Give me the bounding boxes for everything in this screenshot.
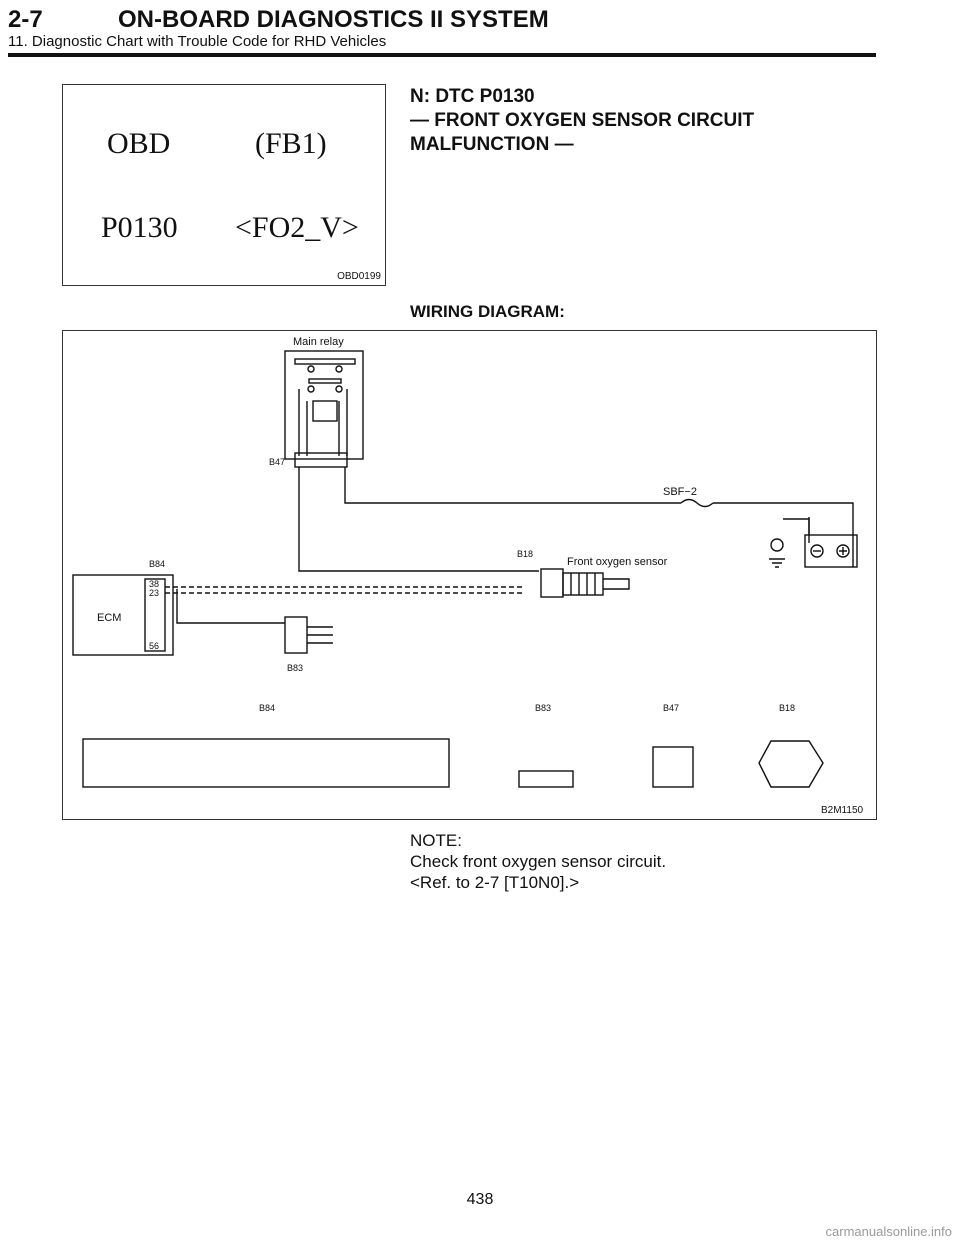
section-title: ON-BOARD DIAGNOSTICS II SYSTEM [118, 6, 549, 33]
page-number: 438 [466, 1191, 494, 1208]
obd-code-figure [62, 84, 386, 286]
note-ref-link[interactable]: <Ref. to 2-7 [T10N0].> [410, 873, 580, 892]
note-line1: Check front oxygen sensor circuit. [410, 852, 667, 871]
b47-view-tag: B47 [663, 703, 680, 713]
b83-connector-view [519, 771, 573, 787]
header-rule [8, 53, 876, 57]
obd-figure-id: OBD0199 [337, 271, 381, 282]
shielded-lines [165, 587, 523, 593]
b83-view-tag: B83 [535, 703, 552, 713]
b47-tag: B47 [269, 457, 286, 467]
b47-connector-view [653, 747, 693, 787]
wire-relay-to-fuse [345, 467, 853, 567]
ecm-pin-23: 23 [149, 588, 160, 598]
main-relay-box [285, 351, 363, 459]
o2-sensor-tip [603, 579, 629, 589]
b84-view-tag: B84 [259, 703, 276, 713]
wiring-figure-id: B2M1150 [821, 805, 864, 816]
b18-view-tag: B18 [779, 703, 796, 713]
b83-connector [285, 617, 307, 653]
ecm-connector-view [83, 739, 449, 787]
fb1-label: (FB1) [255, 127, 327, 160]
b18-tag: B18 [517, 549, 534, 559]
dtc-title [410, 85, 754, 157]
sbf-fuse-symbol [681, 500, 713, 507]
wiring-diagram [62, 330, 877, 820]
relay-contact-mid [309, 379, 341, 383]
wiring-diagram-svg [63, 331, 875, 818]
ecm-label: ECM [97, 612, 122, 624]
ground-e-symbol [771, 539, 783, 551]
front-o2-label: Front oxygen sensor [567, 556, 668, 568]
wiring-diagram-heading: WIRING DIAGRAM: [410, 302, 565, 321]
wire-ecm-to-b83 [177, 589, 285, 623]
wire-relay-to-sensor [299, 467, 539, 571]
dtc-title-line2: — FRONT OXYGEN SENSOR CIRCUIT [410, 110, 755, 131]
section-number: 2-7 [8, 6, 43, 33]
dtc-title-line3: MALFUNCTION — [410, 134, 574, 155]
b83-tag: B83 [287, 663, 304, 673]
fo2v-label: <FO2_V> [235, 211, 359, 244]
dtc-title-line1: N: DTC P0130 [410, 86, 535, 107]
obd-label: OBD [107, 127, 171, 160]
watermark: carmanualsonline.info [825, 1224, 952, 1239]
relay-coil [313, 401, 337, 421]
o2-sensor-body [563, 573, 603, 595]
section-subtitle: 11. Diagnostic Chart with Trouble Code for RHD Vehicles [8, 33, 387, 50]
b84-tag: B84 [149, 559, 166, 569]
b18-connector [541, 569, 563, 597]
b18-connector-view [759, 741, 823, 787]
relay-contact-top [295, 359, 355, 364]
ground-wire [783, 519, 809, 535]
relay-legs [299, 389, 347, 456]
dtc-code-label: P0130 [101, 211, 178, 244]
note-label: NOTE: [410, 831, 462, 850]
ecm-pin-38: 38 [149, 579, 160, 589]
ecm-pin-56: 56 [149, 641, 160, 651]
sbf-label: SBF−2 [663, 486, 697, 498]
note-block [410, 830, 666, 893]
main-relay-label: Main relay [293, 336, 344, 348]
